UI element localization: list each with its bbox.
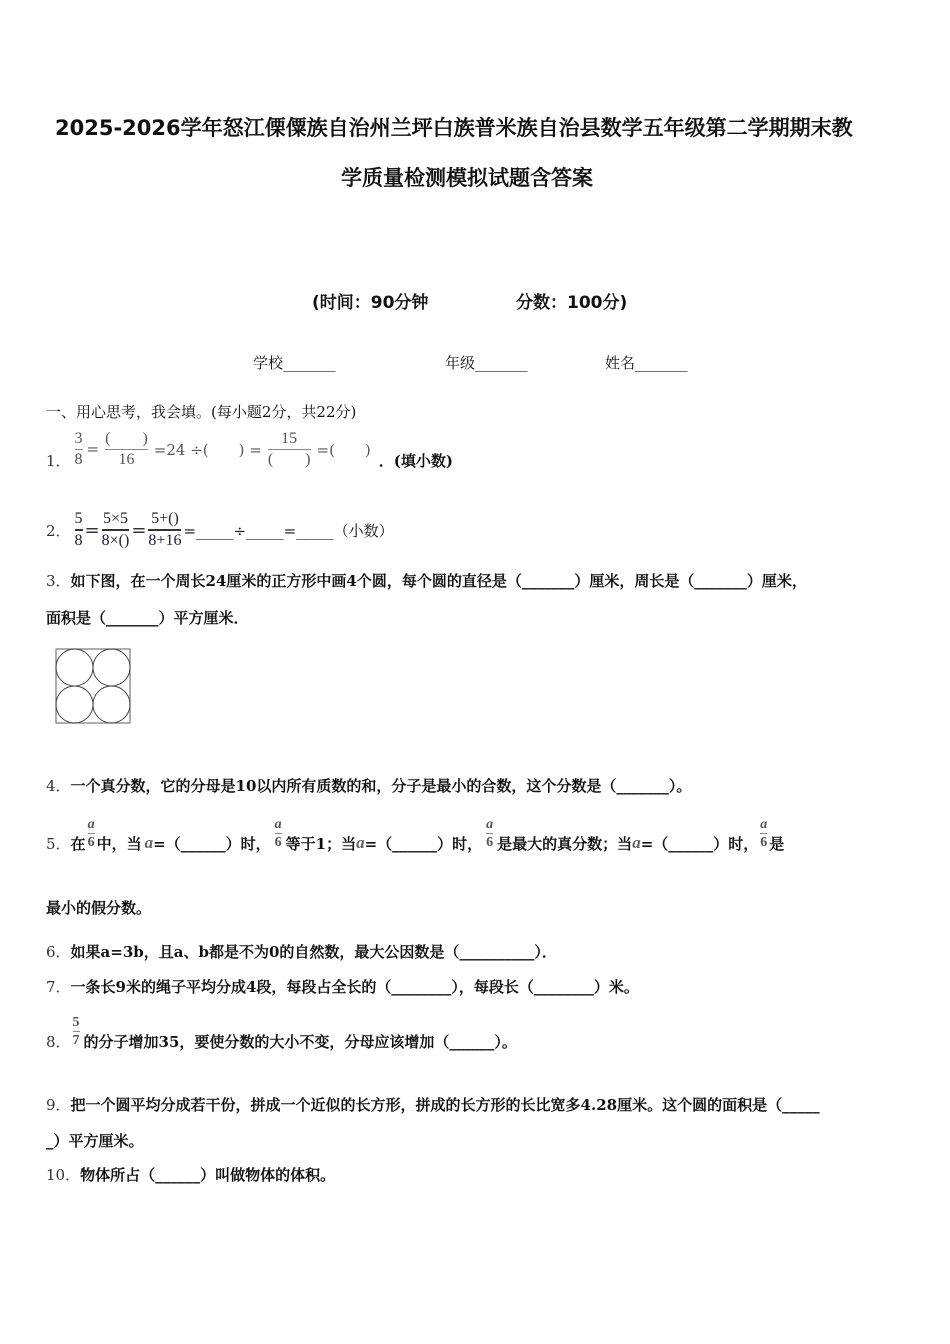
question-number: 6． [46, 943, 71, 961]
fraction [75, 509, 83, 551]
square-outline [56, 649, 130, 723]
question-number: 4． [46, 777, 71, 795]
numerator: 15 [268, 429, 311, 450]
numerator: a [760, 816, 768, 832]
numerator: ( ) [105, 429, 148, 450]
numerator: 5×5 [102, 509, 130, 531]
question-10 [46, 1164, 335, 1185]
variable: a [632, 833, 641, 852]
question-number: 2． [46, 521, 71, 540]
denominator: 7 [72, 1032, 80, 1048]
fraction [148, 509, 181, 551]
grade-field: 年级_______ [445, 354, 528, 372]
numerator: a [274, 816, 282, 832]
fraction [102, 509, 130, 551]
question-text: 如下图，在一个周长24厘米的正方形中画4个圆，每个圆的直径是（_______）厘米，周长是（_______）厘米， [70, 572, 807, 590]
circle-bottom-right [93, 686, 130, 723]
question-text: 等于1；当 [285, 834, 357, 853]
denominator: 6 [486, 834, 494, 850]
question-text: 是 [769, 834, 785, 853]
fraction [105, 429, 148, 470]
question-9-line2: _）平方厘米。 [46, 1132, 144, 1150]
page-title-line1: 2025-2026学年怒江傈僳族自治州兰坪白族普米族自治县数学五年级第二学期期末教 [55, 116, 853, 140]
numerator: 5+() [148, 509, 181, 531]
expression-tail: =( ) [316, 440, 371, 459]
question-text: =（______）时， [640, 834, 759, 853]
question-8 [46, 1006, 517, 1056]
denominator: 8×() [101, 532, 130, 549]
section-heading: 一、用心思考，我会填。(每小题2分，共22分) [46, 403, 357, 421]
question-number: 1． [46, 451, 71, 470]
denominator: 6 [274, 834, 282, 850]
question-number: 3． [46, 572, 71, 590]
question-text: 是最大的真分数；当 [497, 834, 633, 853]
fraction-chain [75, 509, 182, 551]
school-field: 学校_______ [253, 354, 336, 372]
fraction [760, 816, 767, 851]
question-number: 10． [46, 1166, 81, 1184]
question-number: 7． [46, 978, 71, 996]
denominator: 8+16 [148, 532, 182, 549]
question-5-line2: 最小的假分数。 [46, 899, 152, 917]
question-1 [46, 425, 453, 473]
question-4 [46, 775, 691, 796]
question-5 [46, 808, 784, 858]
exam-score: 分数：100分) [516, 293, 628, 313]
question-text: 把一个圆平均分成若干份，拼成一个近似的长方形，拼成的长方形的长比宽多4.28厘米。这个圆的面积是（_____ [70, 1096, 820, 1114]
question-hint: ．(填小数) [378, 451, 453, 470]
denominator: 8 [74, 450, 83, 468]
denominator: 16 [118, 450, 135, 468]
numerator: 5 [75, 509, 83, 531]
question-number: 8． [46, 1032, 71, 1051]
question-text: 的分子增加35，要使分数的大小不变，分母应该增加（______）。 [83, 1032, 517, 1051]
circle-top-right [93, 649, 130, 686]
name-field: 姓名_______ [605, 354, 688, 372]
question-number: 9． [46, 1096, 71, 1114]
fraction [73, 1014, 80, 1049]
question-text: 中，当 [96, 834, 142, 853]
numerator: 3 [74, 429, 83, 447]
fraction [268, 429, 311, 470]
question-text: 物体所占（______）叫做物体的体积。 [80, 1166, 336, 1184]
equals-sign: = [84, 519, 100, 541]
equals-sign: = [131, 519, 147, 541]
question-text: =（______）时， [364, 834, 483, 853]
question-6 [46, 941, 557, 962]
numerator: a [486, 816, 494, 832]
fraction [88, 816, 95, 851]
blank-expression: =_____÷_____=_____（小数） [183, 521, 394, 540]
numerator: 5 [72, 1014, 80, 1030]
question-text: =（______）时， [153, 834, 271, 853]
circle-top-left [56, 649, 93, 686]
question-3-line1 [46, 570, 807, 591]
question-3-line2: 面积是（_______）平方厘米． [46, 609, 249, 627]
numerator: a [87, 816, 95, 832]
equals-sign: = [86, 440, 100, 458]
question-text: 在 [70, 834, 86, 853]
exam-time: (时间：90分钟 [312, 293, 429, 313]
denominator: 6 [87, 834, 95, 850]
question-2 [46, 507, 394, 553]
denominator: 6 [760, 834, 768, 850]
variable: a [144, 833, 154, 852]
square-four-circles-figure [55, 648, 133, 726]
question-text: 一条长9米的绳子平均分成4段，每段占全长的（________），每段长（________）米。 [70, 978, 639, 996]
page-title-line2: 学质量检测模拟试题含答案 [341, 166, 593, 190]
fraction [75, 429, 83, 470]
question-text: 一个真分数，它的分母是10以内所有质数的和，分子是最小的合数，这个分数是（_______）。 [70, 777, 692, 795]
question-number: 5． [46, 834, 71, 853]
expression-middle: =24 ÷( ) = [153, 440, 262, 459]
question-text: 如果a=3b，且a、b都是不为0的自然数，最大公因数是（__________）． [70, 943, 557, 961]
question-7 [46, 976, 639, 997]
variable: a [356, 833, 365, 852]
fraction [275, 816, 282, 851]
denominator: 8 [74, 532, 83, 549]
circle-bottom-left [56, 686, 93, 723]
denominator: ( ) [267, 450, 311, 468]
fraction [486, 816, 493, 851]
question-9-line1 [46, 1094, 820, 1115]
